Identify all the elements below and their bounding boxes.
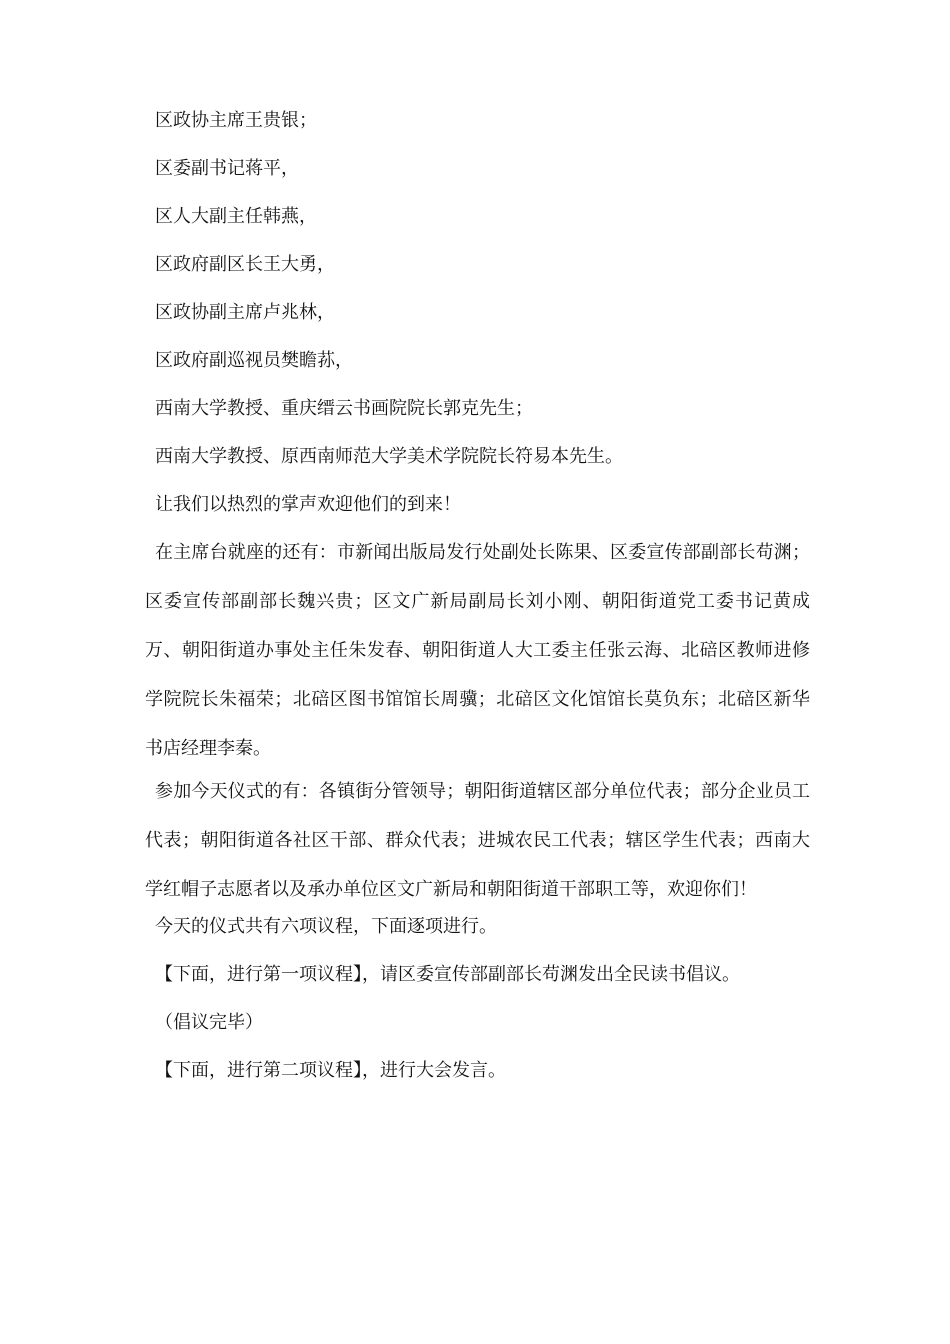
paragraph-9: 让我们以热烈的掌声欢迎他们的到来！ bbox=[155, 494, 461, 515]
paragraph-8: 西南大学教授、原西南师范大学美术学院院长符易本先生。 bbox=[155, 446, 623, 467]
paragraph-2: 区委副书记蒋平， bbox=[155, 158, 299, 179]
paragraph-14: （倡议完毕） bbox=[155, 1012, 263, 1033]
paragraph-10: 在主席台就座的还有：市新闻出版局发行处副处长陈果、区委宣传部副部长苟渊；区委宣传部副部长魏兴贵；区文广新局副局长刘小刚、朝阳街道党工委书记黄成万、朝阳街道办事处主任朱发春、朝阳街道人大工委主任张云海、北碚区教师进修学院院长朱福荣；北碚区图书馆馆长周骥；北碚区文化馆馆长莫负东；北碚区新华书店经理李秦。 bbox=[145, 542, 810, 759]
paragraph-6: 区政府副巡视员樊瞻荪， bbox=[155, 350, 353, 371]
paragraph-5: 区政协副主席卢兆林， bbox=[155, 302, 335, 323]
paragraph-13: 【下面，进行第一项议程】，请区委宣传部副部长苟渊发出全民读书倡议。 bbox=[155, 964, 740, 985]
document-body bbox=[145, 104, 810, 1102]
paragraph-12: 今天的仪式共有六项议程，下面逐项进行。 bbox=[155, 916, 497, 937]
paragraph-7: 西南大学教授、重庆缙云书画院院长郭克先生； bbox=[155, 398, 533, 419]
paragraph-3: 区人大副主任韩燕， bbox=[155, 206, 317, 227]
paragraph-11: 参加今天仪式的有：各镇街分管领导；朝阳街道辖区部分单位代表；部分企业员工代表；朝阳街道各社区干部、群众代表；进城农民工代表；辖区学生代表；西南大学红帽子志愿者以及承办单位区文广新局和朝阳街道干部职工等，欢迎你们！ bbox=[145, 781, 810, 900]
paragraph-1: 区政协主席王贵银； bbox=[155, 110, 317, 131]
paragraph-15: 【下面，进行第二项议程】，进行大会发言。 bbox=[155, 1060, 506, 1081]
paragraph-4: 区政府副区长王大勇， bbox=[155, 254, 335, 275]
